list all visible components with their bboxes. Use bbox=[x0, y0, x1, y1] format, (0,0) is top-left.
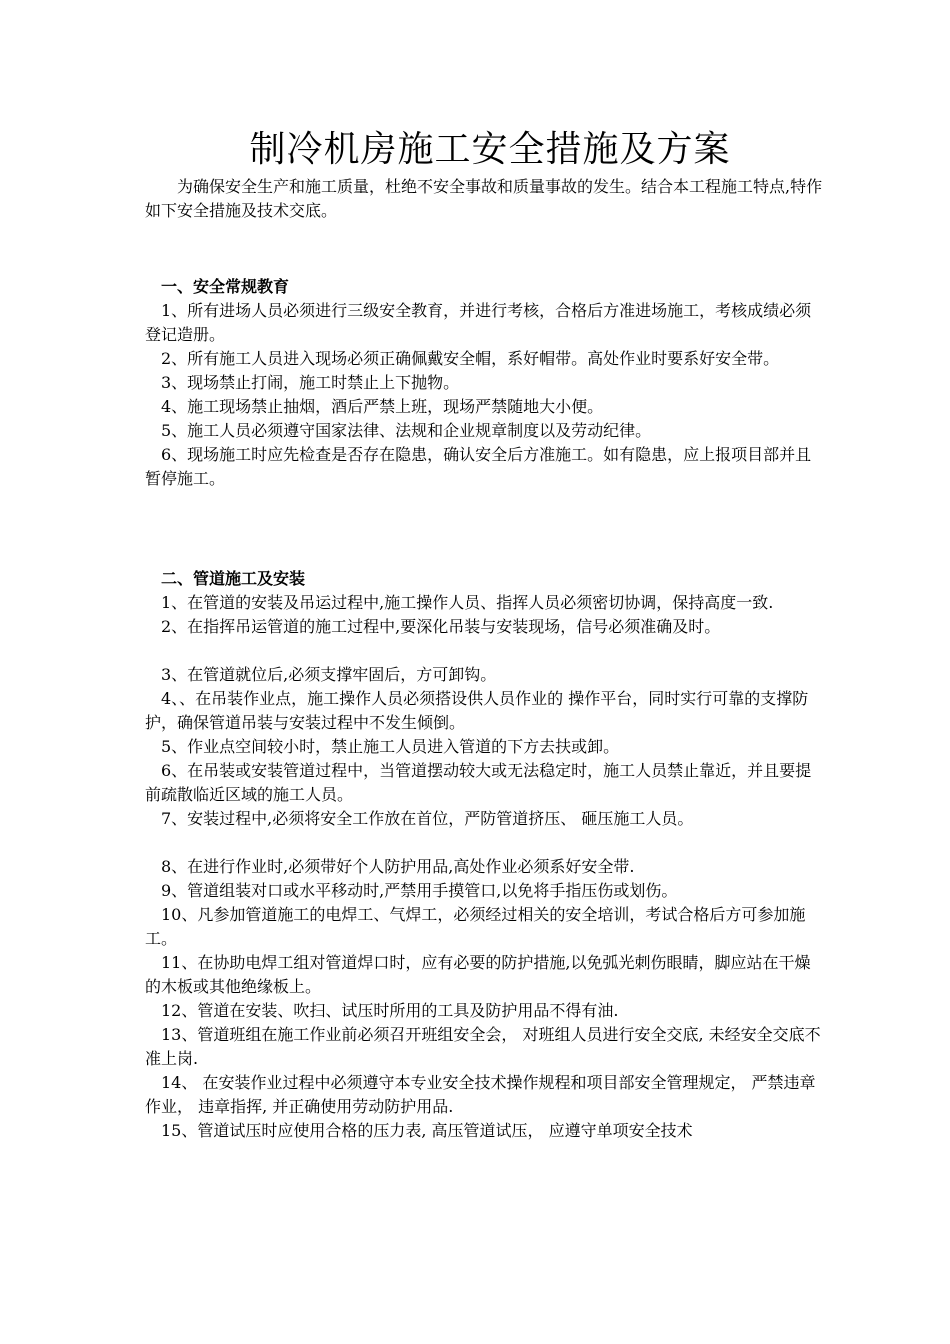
list-item: 9、管道组装对口或水平移动时,严禁用手摸管口,以免将手指压伤或划伤。 bbox=[161, 881, 678, 900]
list-item: 13、管道班组在施工作业前必须召开班组安全会， 对班组人员进行安全交底, 未经安全交底不准上岗. bbox=[145, 1025, 821, 1068]
list-item: 2、所有施工人员进入现场必须正确佩戴安全帽，系好帽带。高处作业时要系好安全带。 bbox=[161, 349, 780, 368]
spacer bbox=[145, 639, 825, 663]
list-item: 6、现场施工时应先检查是否存在隐患，确认安全后方准施工。如有隐患，应上报项目部并且暂停施工。 bbox=[145, 445, 812, 488]
list-item: 7、安装过程中,必须将安全工作放在首位，严防管道挤压、 砸压施工人员。 bbox=[161, 809, 694, 828]
list-item: 14、 在安装作业过程中必须遵守本专业安全技术操作规程和项目部安全管理规定， 严禁违章作业， 违章指挥, 并正确使用劳动防护用品. bbox=[145, 1073, 816, 1116]
list-item: 10、凡参加管道施工的电焊工、气焊工，必须经过相关的安全培训，考试合格后方可参加施工。 bbox=[145, 905, 806, 948]
intro-paragraph: 为确保安全生产和施工质量，杜绝不安全事故和质量事故的发生。结合本工程施工特点,特作如下安全措施及技术交底。 bbox=[145, 177, 823, 220]
list-item: 2、在指挥吊运管道的施工过程中,要深化吊装与安装现场，信号必须准确及时。 bbox=[161, 617, 721, 636]
list-item: 3、在管道就位后,必须支撑牢固后，方可卸钩。 bbox=[161, 665, 497, 684]
list-item: 15、管道试压时应使用合格的压力表, 高压管道试压， 应遵守单项安全技术 bbox=[161, 1121, 693, 1140]
document-page bbox=[145, 125, 825, 1143]
spacer bbox=[145, 491, 825, 567]
section-pipe-installation bbox=[145, 567, 825, 1143]
list-item: 12、管道在安装、吹扫、试压时所用的工具及防护用品不得有油. bbox=[161, 1001, 619, 1020]
section-heading: 一、安全常规教育 bbox=[161, 277, 290, 296]
list-item: 5、施工人员必须遵守国家法律、法规和企业规章制度以及劳动纪律。 bbox=[161, 421, 652, 440]
section-heading: 二、管道施工及安装 bbox=[161, 569, 306, 588]
list-item: 8、在进行作业时,必须带好个人防护用品,高处作业必须系好安全带. bbox=[161, 857, 635, 876]
spacer bbox=[145, 831, 825, 855]
list-item: 11、在协助电焊工组对管道焊口时，应有必要的防护措施,以免弧光刺伤眼睛，脚应站在干燥的木板或其他绝缘板上。 bbox=[145, 953, 811, 996]
list-item: 5、作业点空间较小时，禁止施工人员进入管道的下方去扶或卸。 bbox=[161, 737, 620, 756]
list-item: 1、在管道的安装及吊运过程中,施工操作人员、指挥人员必须密切协调，保持高度一致. bbox=[161, 593, 774, 612]
list-item: 1、所有进场人员必须进行三级安全教育，并进行考核，合格后方准进场施工，考核成绩必须登记造册。 bbox=[145, 301, 812, 344]
list-item: 3、现场禁止打闹，施工时禁止上下抛物。 bbox=[161, 373, 460, 392]
spacer bbox=[145, 223, 825, 275]
list-item: 4、施工现场禁止抽烟，酒后严禁上班，现场严禁随地大小便。 bbox=[161, 397, 604, 416]
document-title: 制冷机房施工安全措施及方案 bbox=[249, 129, 731, 170]
section-safety-education bbox=[145, 275, 825, 491]
list-item: 6、在吊装或安装管道过程中，当管道摆动较大或无法稳定时，施工人员禁止靠近，并且要提前疏散临近区域的施工人员。 bbox=[145, 761, 812, 804]
list-item: 4、、在吊装作业点，施工操作人员必须搭设供人员作业的 操作平台，同时实行可靠的支撑防护，确保管道吊装与安装过程中不发生倾倒。 bbox=[145, 689, 809, 732]
